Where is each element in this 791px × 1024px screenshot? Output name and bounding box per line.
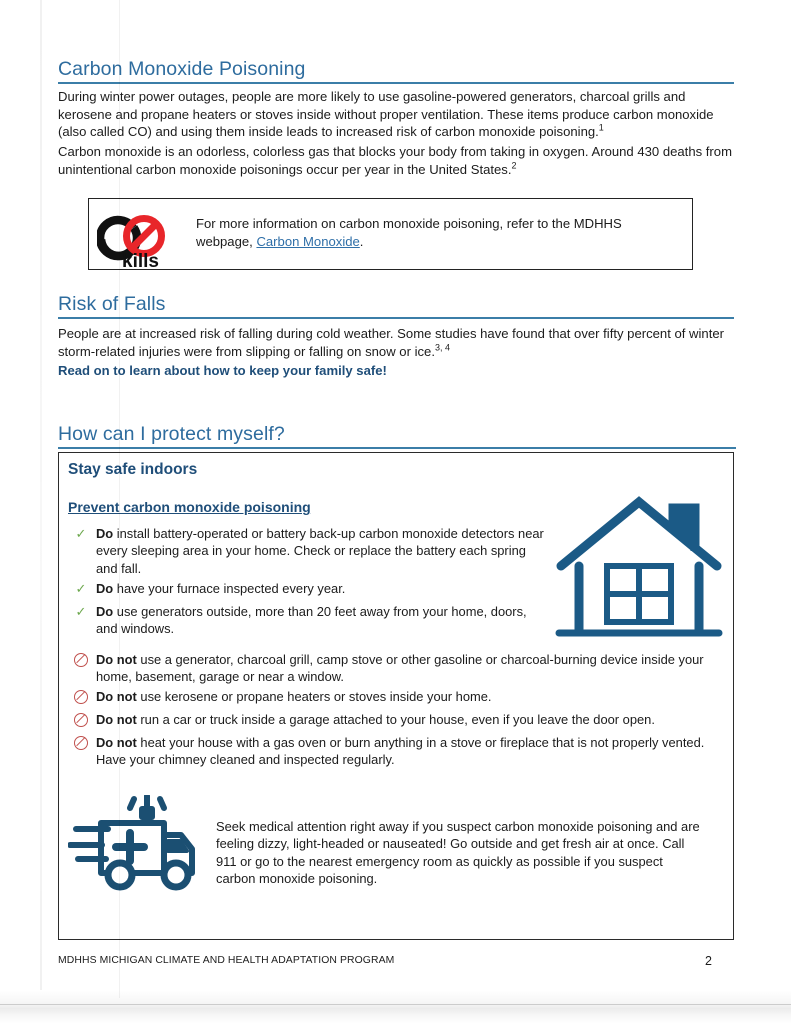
reference-marker-3-4: 3, 4 — [434, 342, 450, 353]
call-to-action-read-on: Read on to learn about how to keep your family safe! — [58, 363, 387, 378]
list-item-dont-2-text: use kerosene or propane heaters or stoves inside your home. — [136, 689, 492, 704]
prohibition-icon — [72, 651, 90, 669]
list-item-dont-1-text: use a generator, charcoal grill, camp stove or other gasoline or charcoal-burning device inside your home, basement, garage or near a window. — [96, 652, 704, 685]
emergency-instructions-text: Seek medical attention right away if you suspect carbon monoxide poisoning and are feeling dizzy, light-headed or nauseated! Go outside and get fresh air at once. Call 911 or go to the nearest emergency room as quickly as possible if you suspect carbon monoxide poisoning. — [216, 819, 700, 887]
list-item-dont-4 — [96, 734, 709, 769]
paragraph-co-intro — [58, 88, 736, 141]
carbon-monoxide-webpage-link[interactable]: Carbon Monoxide — [256, 234, 360, 249]
co-kills-logo-icon — [97, 203, 189, 269]
scan-crease-artifact-secondary — [119, 0, 120, 998]
list-item-do-1-prefix: Do — [96, 526, 114, 541]
list-item-dont-3 — [96, 711, 709, 728]
list-item-do-2 — [75, 580, 548, 597]
paragraph-co-intro-text: During winter power outages, people are more likely to use gasoline-powered generators, charcoal grills and kerosene and propane heaters or stoves inside without proper ventilation. These items produce carbon monoxide (also called CO) and using them inside leads to increased risk of carbon monoxide poisoning. — [58, 89, 714, 140]
subheading-prevent-co-poisoning: Prevent carbon monoxide poisoning — [68, 499, 311, 515]
house-icon — [549, 488, 729, 648]
ambulance-icon — [68, 795, 213, 895]
check-icon: ✓ — [75, 526, 87, 541]
footer-page-number: 2 — [705, 954, 712, 968]
scan-edge-shadow-artifact — [0, 990, 791, 1024]
list-item-dont-2 — [96, 688, 709, 705]
paragraph-co-odorless — [58, 143, 736, 178]
co-kills-callout-box — [88, 198, 693, 270]
section-heading-carbon-monoxide-poisoning: Carbon Monoxide Poisoning — [58, 58, 306, 80]
prohibition-icon — [72, 711, 90, 729]
list-item-do-2-prefix: Do — [96, 581, 114, 596]
check-icon: ✓ — [75, 581, 87, 596]
list-item-dont-3-prefix: Do not — [96, 712, 137, 727]
list-item-dont-4-prefix: Do not — [96, 735, 137, 750]
list-item-do-3 — [75, 603, 548, 638]
list-item-do-1-text: install battery-operated or battery back-up carbon monoxide detectors near every sleeping area in your home. Check or replace the battery each spring and fall. — [96, 526, 544, 576]
paragraph-co-odorless-text: Carbon monoxide is an odorless, colorless gas that blocks your body from taking in oxygen. Around 430 deaths from unintentional carbon monoxide poisonings occur per year in the United States. — [58, 144, 732, 177]
heading-rule-risk-of-falls — [58, 317, 734, 319]
list-item-dont-4-text: heat your house with a gas oven or burn anything in a stove or fireplace that is not properly vented. Have your chimney cleaned and inspected regularly. — [96, 735, 705, 768]
reference-marker-1: 1 — [598, 122, 604, 133]
section-heading-risk-of-falls: Risk of Falls — [58, 293, 166, 315]
list-item-dont-3-text: run a car or truck inside a garage attached to your house, even if you leave the door open. — [136, 712, 655, 727]
check-icon: ✓ — [75, 604, 87, 619]
list-item-dont-2-prefix: Do not — [96, 689, 137, 704]
svg-text:kills: kills — [122, 251, 159, 269]
callout-text-after-link: . — [359, 234, 364, 249]
paragraph-risk-of-falls — [58, 325, 736, 360]
heading-rule-protect — [58, 447, 736, 449]
prohibition-icon — [72, 688, 90, 706]
paragraph-risk-of-falls-text: People are at increased risk of falling during cold weather. Some studies have found that over fifty percent of winter storm-related injuries were from slipping or falling on snow or ice. — [58, 326, 724, 359]
list-item-dont-1 — [96, 651, 709, 686]
scan-crease-artifact — [40, 0, 42, 990]
box-title-stay-safe-indoors: Stay safe indoors — [68, 461, 198, 478]
list-item-do-2-text: have your furnace inspected every year. — [113, 581, 346, 596]
callout-text — [196, 215, 681, 251]
heading-rule-carbon-monoxide — [58, 82, 734, 84]
callout-text-before-link: For more information on carbon monoxide poisoning, refer to the MDHHS webpage, — [196, 216, 622, 249]
prohibition-icon — [72, 734, 90, 752]
footer-program-name: MDHHS MICHIGAN CLIMATE AND HEALTH ADAPTATION PROGRAM — [58, 955, 395, 966]
list-item-do-1 — [75, 525, 548, 577]
reference-marker-2: 2 — [511, 160, 517, 171]
list-item-dont-1-prefix: Do not — [96, 652, 137, 667]
list-item-do-3-prefix: Do — [96, 604, 114, 619]
section-heading-how-can-i-protect-myself: How can I protect myself? — [58, 423, 285, 445]
list-item-do-3-text: use generators outside, more than 20 feet away from your home, doors, and windows. — [96, 604, 527, 637]
